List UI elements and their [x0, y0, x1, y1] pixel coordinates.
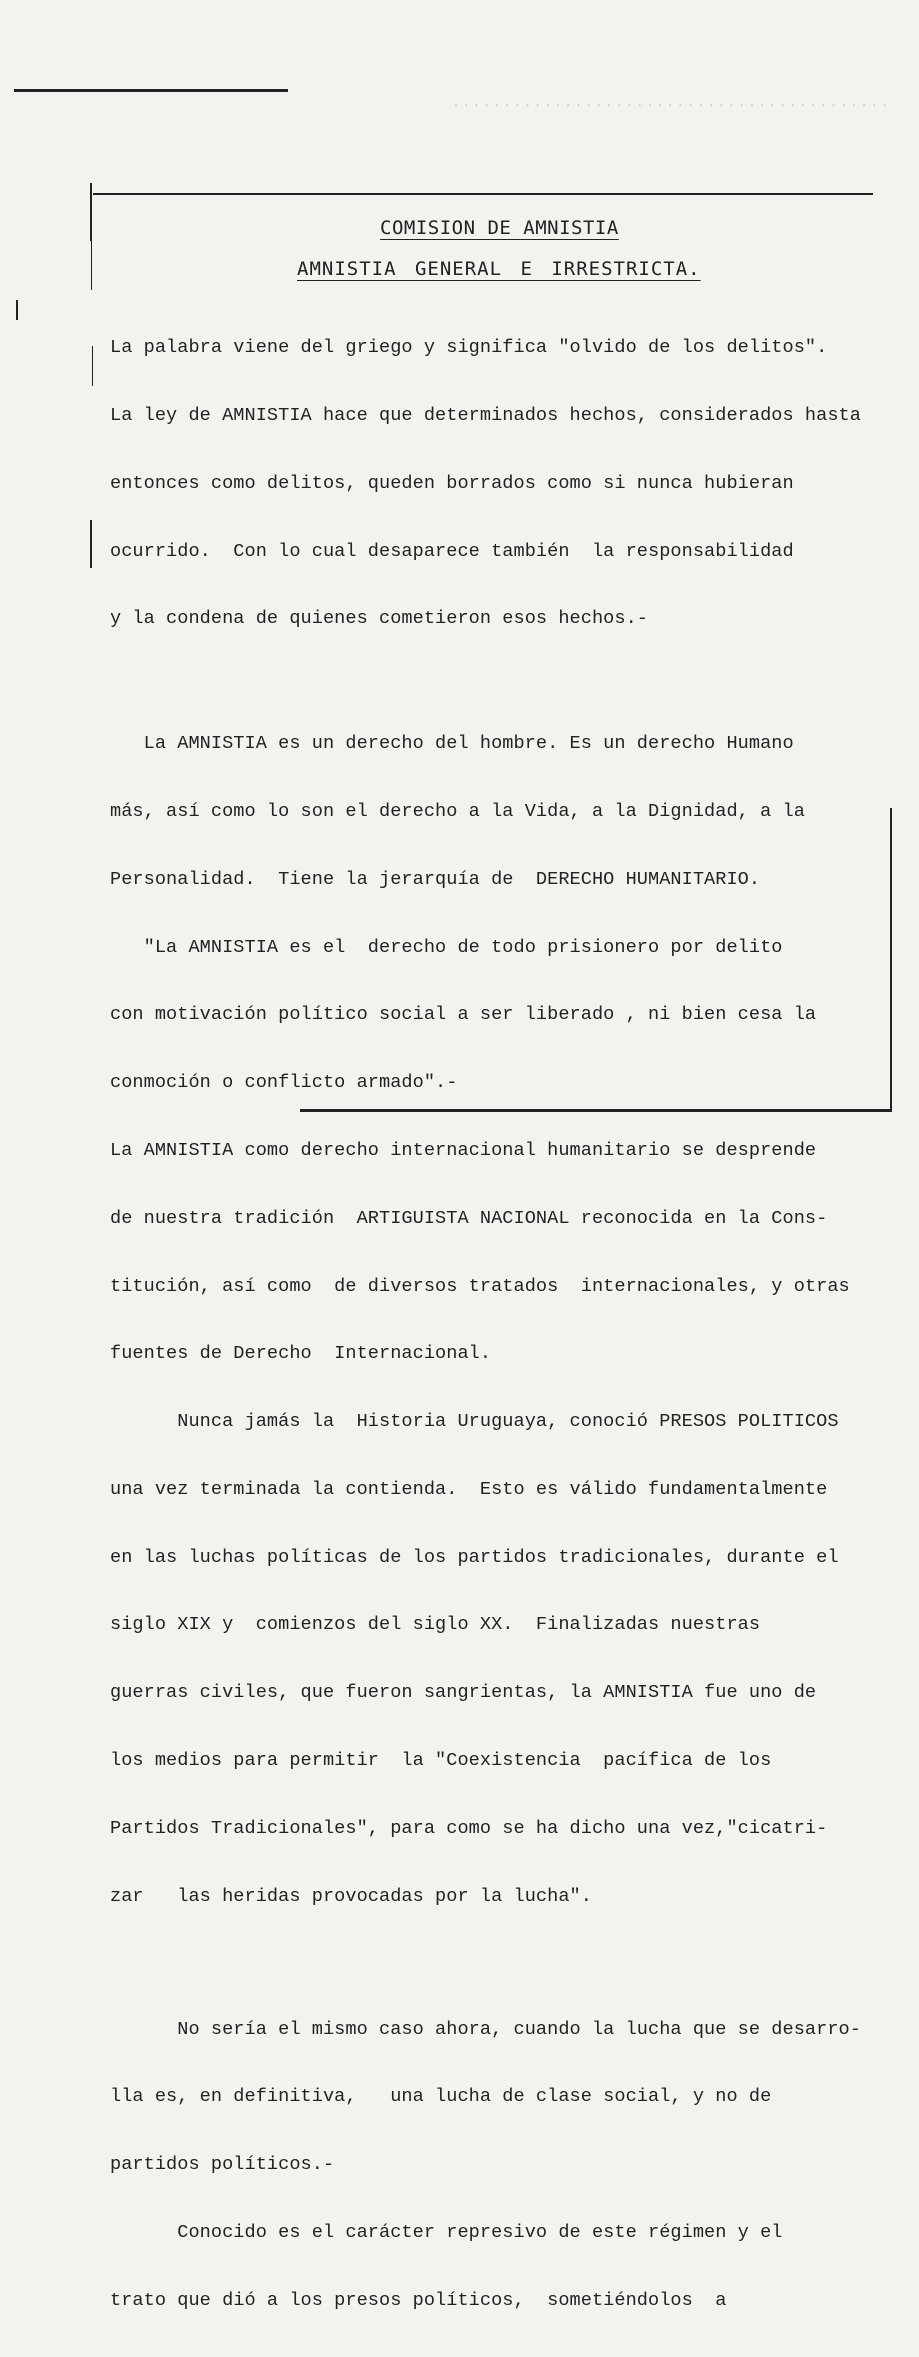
document-title: COMISION DE AMNISTIA	[380, 217, 619, 239]
text-line: los medios para permitir la "Coexistencia pacífica de los	[110, 1750, 772, 1771]
text-line: La palabra viene del griego y significa "olvido de los delitos".	[110, 337, 828, 359]
text-line: Partidos Tradicionales", para como se ha dicho una vez,"cicatri-	[110, 1817, 828, 1839]
text-line: titución, así como de diversos tratados internacionales, y otras	[110, 1275, 850, 1297]
border-line-left	[90, 520, 92, 568]
text-line: partidos políticos.-	[110, 2154, 335, 2176]
paragraph-gap	[110, 676, 910, 688]
text-line: de nuestra tradición ARTIGUISTA NACIONAL reconocida en la Cons-	[110, 1207, 828, 1229]
text-line: Personalidad. Tiene la jerarquía de DERECHO HUMANITARIO.	[110, 868, 761, 890]
text-line: en las luchas políticas de los partidos tradicionales, durante el	[110, 1546, 839, 1568]
text-line: entonces como delitos, queden borrados como si nunca hubieran	[110, 472, 794, 494]
text-line: zar las heridas provocadas por la lucha".	[110, 1885, 592, 1907]
document-subtitle: AMNISTIA GENERAL E IRRESTRICTA.	[297, 258, 701, 280]
text-line: La AMNISTIA es un derecho del hombre. Es un derecho Humano	[110, 733, 794, 755]
text-line: ocurrido. Con lo cual desaparece también la responsabilidad	[110, 540, 794, 562]
text-line: No sería el mismo caso ahora, cuando la lucha que se desarro-	[110, 2018, 861, 2040]
text-line: La AMNISTIA como derecho internacional humanitario se desprende	[110, 1139, 817, 1161]
text-line: Conocido es el carácter represivo de este régimen y el	[110, 2221, 783, 2243]
border-line-top-left	[14, 89, 288, 92]
paragraph-gap	[110, 1953, 910, 1973]
text-line: y la condena de quienes cometieron esos hechos.-	[110, 608, 648, 630]
reverse-side-bleed-through: ···········································	[450, 97, 910, 116]
text-line: guerras civiles, que fueron sangrientas, la AMNISTIA fue uno de	[110, 1682, 817, 1704]
margin-mark	[16, 300, 18, 320]
text-line: más, así como lo son el derecho a la Vida, a la Dignidad, a la	[110, 801, 805, 823]
text-line: conmoción o conflicto armado".-	[110, 1072, 458, 1094]
document-body	[110, 292, 910, 2357]
text-line: trato que dió a los presos políticos, sometiéndolos a	[110, 2289, 727, 2311]
text-line: con motivación político social a ser liberado , ni bien cesa la	[110, 1004, 817, 1026]
text-line: una vez terminada la contienda. Esto es válido fundamentalmente	[110, 1478, 828, 1500]
text-line: Nunca jamás la Historia Uruguaya, conoció PRESOS POLITICOS	[110, 1411, 839, 1433]
text-line: fuentes de Derecho Internacional.	[110, 1343, 492, 1365]
text-line: La ley de AMNISTIA hace que determinados hechos, considerados hasta	[110, 404, 861, 426]
border-line-left	[90, 183, 92, 241]
text-line: lla es, en definitiva, una lucha de clase social, y no de	[110, 2086, 772, 2108]
border-line-left	[91, 236, 92, 290]
text-line: siglo XIX y comienzos del siglo XX. Finalizadas nuestras	[110, 1614, 761, 1636]
border-line-top	[93, 193, 873, 195]
border-line-left	[92, 346, 93, 386]
text-line: "La AMNISTIA es el derecho de todo prisionero por delito	[110, 936, 783, 958]
